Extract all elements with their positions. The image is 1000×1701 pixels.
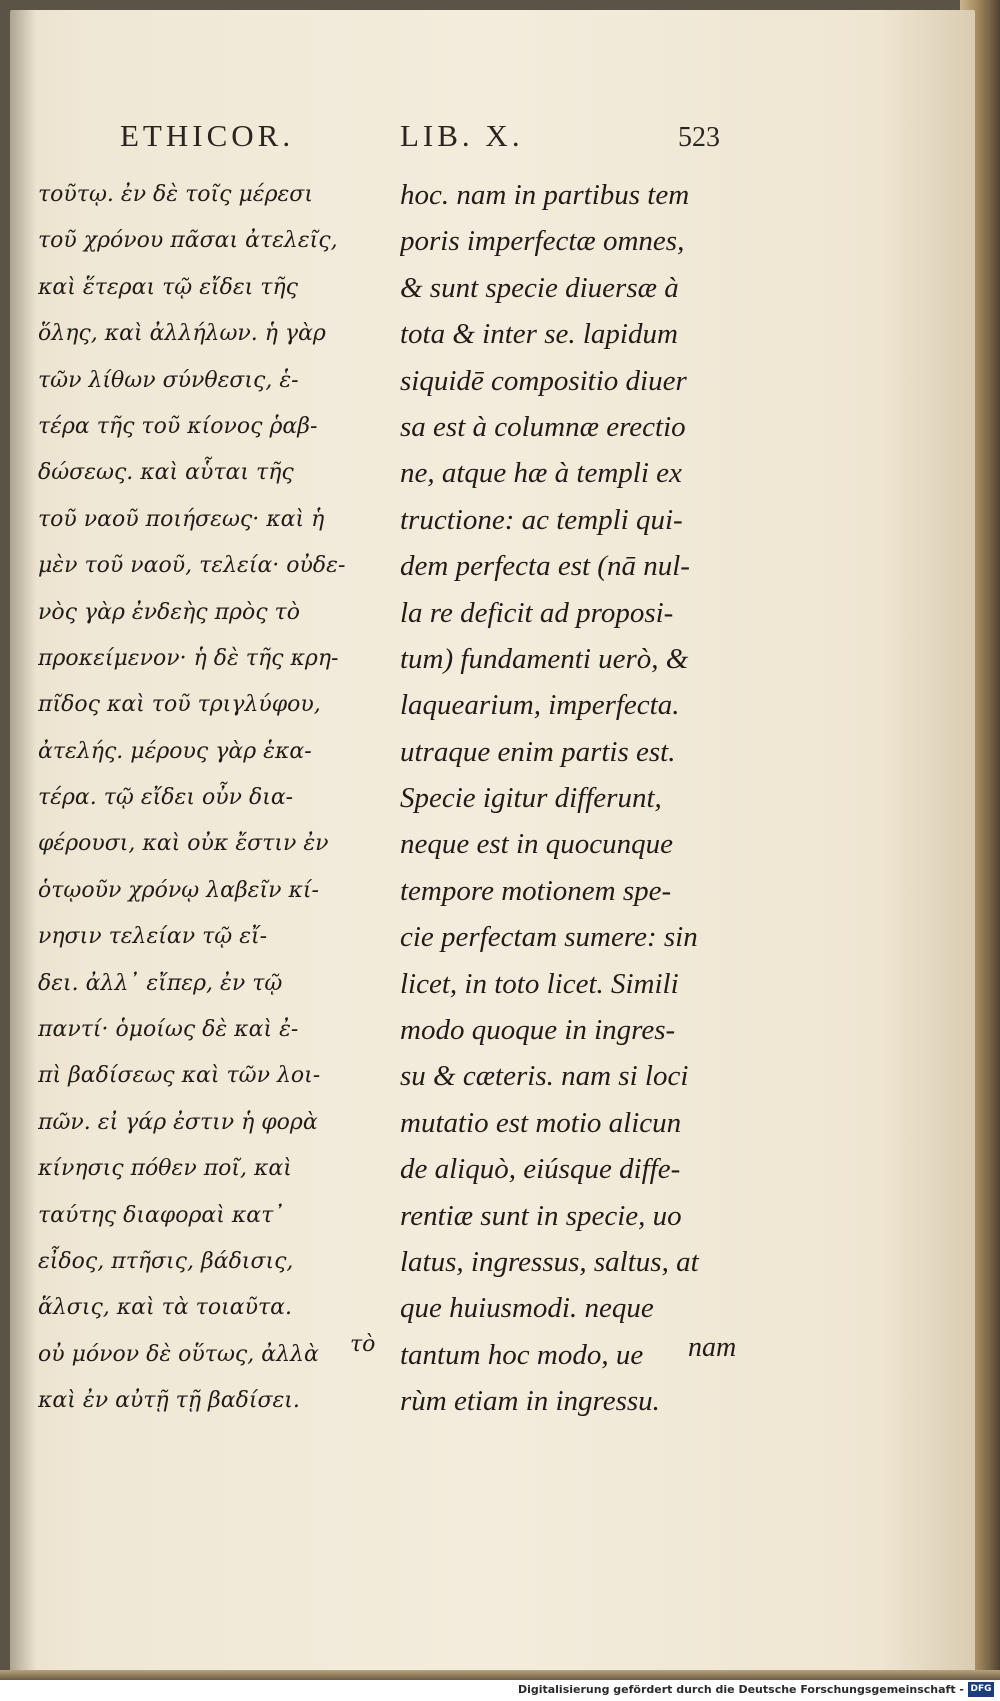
latin-text-line: Specie igitur differunt,	[400, 782, 662, 815]
greek-text-line: τοῦτῳ. ἐν δὲ τοῖς μέρεσι	[38, 182, 313, 207]
funding-credit: Digitalisierung gefördert durch die Deutsche Forschungsgemeinschaft -	[517, 1683, 964, 1696]
latin-text-line: tructione: ac templi qui-	[400, 503, 683, 536]
greek-text-line: κίνησις πόθεν ποῖ, καὶ	[38, 1156, 292, 1182]
greek-catchword: τὸ	[350, 1332, 376, 1357]
digitization-footer	[0, 1680, 1000, 1701]
latin-text-line: cie perfectam sumere: sin	[400, 921, 698, 954]
greek-text-line: ὅλης, καὶ ἀλλήλων. ἡ γὰρ	[38, 321, 326, 347]
running-head-book: LIB. X.	[400, 118, 524, 153]
greek-text-line: οὐ μόνον δὲ οὕτως, ἀλλὰ	[38, 1341, 319, 1367]
running-head-title: ETHICOR.	[120, 118, 295, 153]
latin-text-line: su & cæteris. nam si loci	[400, 1060, 689, 1093]
latin-text-line: neque est in quocunque	[400, 828, 674, 861]
greek-text-line: προκείμενον· ἡ δὲ τῆς κρη-	[38, 645, 339, 671]
latin-text-line: rentiæ sunt in specie, uo	[400, 1199, 682, 1232]
greek-text-line: νησιν τελείαν τῷ εἴ-	[38, 924, 268, 950]
latin-text-line: que huiusmodi. neque	[400, 1292, 654, 1325]
greek-text-line: ἅλσις, καὶ τὰ τοιαῦτα.	[38, 1295, 292, 1321]
greek-text-column	[38, 172, 386, 1425]
greek-text-line: μὲν τοῦ ναοῦ, τελεία· οὐδε-	[38, 553, 346, 579]
latin-text-line: latus, ingressus, saltus, at	[400, 1245, 699, 1278]
greek-text-line: φέρουσι, καὶ οὐκ ἔστιν ἐν	[38, 831, 329, 857]
page-number: 523	[678, 122, 720, 153]
latin-text-line: hoc. nam in partibus tem	[400, 179, 690, 211]
greek-text-line: ὁτῳοῦν χρόνῳ λαβεῖν κί-	[38, 877, 319, 903]
greek-text-line: πὶ βαδίσεως καὶ τῶν λοι-	[38, 1063, 321, 1089]
latin-text-line: licet, in toto licet. Simili	[400, 967, 679, 1000]
greek-text-line: τέρα. τῷ εἴδει οὖν δια-	[38, 785, 294, 811]
latin-text-line: rùm etiam in ingressu.	[400, 1385, 660, 1418]
latin-text-line: ne, atque hæ à templi ex	[400, 457, 682, 490]
greek-text-line: νὸς γὰρ ἐνδεὴς πρὸς τὸ	[38, 599, 300, 625]
latin-text-line: la re deficit ad proposi-	[400, 596, 674, 629]
latin-text-line: tempore motionem spe-	[400, 874, 672, 907]
latin-text-line: siquidē compositio diuer	[400, 364, 687, 397]
greek-text-line: καὶ ἕτεραι τῷ εἴδει τῆς	[38, 274, 298, 300]
greek-text-line: τέρα τῆς τοῦ κίονος ῥαβ-	[38, 413, 318, 439]
greek-text-line: πῖδος καὶ τοῦ τριγλύφου,	[38, 692, 321, 718]
greek-text-line: τοῦ ναοῦ ποιήσεως· καὶ ἡ	[38, 506, 325, 532]
latin-text-line: utraque enim partis est.	[400, 735, 676, 768]
dfg-logo: DFG	[968, 1682, 994, 1697]
book-bottom-edge	[0, 1670, 1000, 1680]
greek-text-line: τῶν λίθων σύνθεσις, ἑ-	[38, 367, 299, 393]
latin-text-line: & sunt specie diuersæ à	[400, 271, 679, 304]
greek-text-line: καὶ ἐν αὐτῇ τῇ βαδίσει.	[38, 1388, 300, 1414]
greek-text-line: εἶδος, πτῆσις, βάδισις,	[38, 1248, 294, 1274]
latin-text-line: sa est à columnæ erectio	[400, 410, 686, 443]
greek-text-line: δει. ἀλλ᾽ εἴπερ, ἐν τῷ	[38, 970, 283, 996]
latin-text-line: tantum hoc modo, ue	[400, 1338, 644, 1371]
latin-text-line: tota & inter se. lapidum	[400, 318, 678, 351]
greek-text-line: ἀτελής. μέρους γὰρ ἑκα-	[38, 738, 312, 764]
greek-text-line: πῶν. εἰ γάρ ἐστιν ἡ φορὰ	[38, 1109, 318, 1135]
latin-text-line: poris imperfectæ omnes,	[400, 225, 685, 258]
greek-text-line: ταύτης διαφοραὶ κατ᾽	[38, 1202, 285, 1228]
latin-text-line: modo quoque in ingres-	[400, 1014, 676, 1047]
greek-text-line: τοῦ χρόνου πᾶσαι ἀτελεῖς,	[38, 228, 338, 254]
latin-text-line: de aliquò, eiúsque diffe-	[400, 1153, 681, 1186]
gutter-shadow	[10, 10, 36, 1678]
latin-text-line: laquearium, imperfecta.	[400, 689, 680, 722]
latin-text-column	[400, 172, 752, 1425]
greek-text-line: δώσεως. καὶ αὗται τῆς	[38, 460, 294, 486]
latin-text-line: dem perfecta est (nā nul-	[400, 550, 690, 583]
latin-text-line: mutatio est motio alicun	[400, 1106, 682, 1139]
greek-text-line: παντί· ὁμοίως δὲ καὶ ἐ-	[38, 1017, 299, 1043]
latin-text-line: tum) fundamenti uerò, &	[400, 642, 689, 675]
latin-catchword: nam	[688, 1332, 737, 1363]
